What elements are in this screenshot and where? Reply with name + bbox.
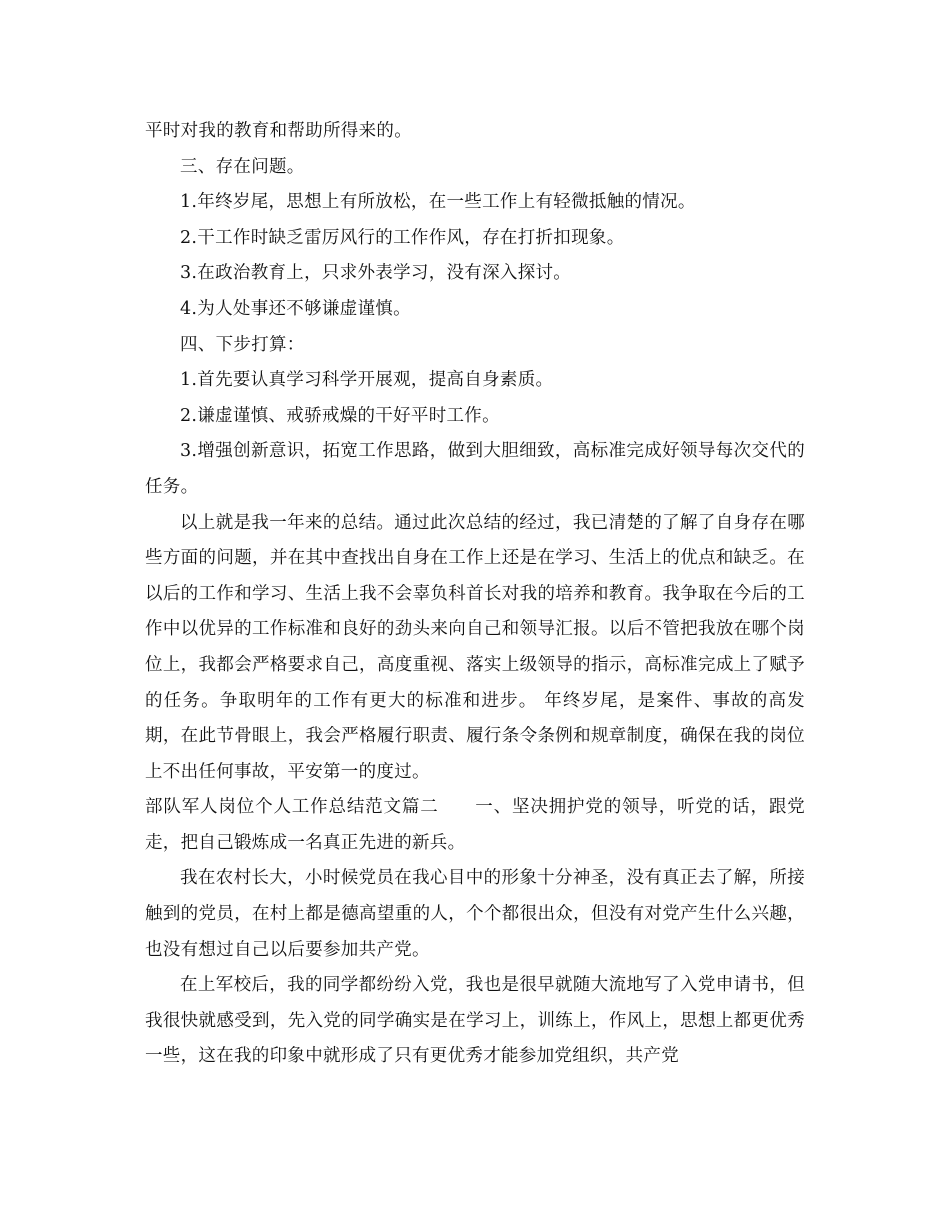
list-item: 2.干工作时缺乏雷厉风行的工作作风，存在打折扣现象。 [180, 227, 625, 248]
list-item: 1.首先要认真学习科学开展观，提高自身素质。 [180, 370, 554, 391]
paragraph: 平时对我的教育和帮助所得来的。 [145, 121, 412, 141]
section-heading: 三、存在问题。 [180, 156, 305, 177]
list-item: 4.为人处事还不够谦虚谨慎。 [180, 298, 411, 319]
list-item: 1.年终岁尾，思想上有所放松，在一些工作上有轻微抵触的情况。 [180, 192, 696, 213]
paragraph: 以上就是我一年来的总结。通过此次总结的经过，我已清楚的了解了自身存在哪些方面的问题，并在其中查找出自身在工作上还是在学习、生活上的优点和缺乏。在以后的工作和学习、生活上我不会辜负科首长对我的培养和教育。我争取在今后的工作中以优异的工作标准和良好的劲头来向自己和领导汇报。以后不管把我放在哪个岗位上，我都会严格要求自己，高度重视、落实上级领导的指示，高标准完成上了赋予的任务。争取明年的工作有更大的标准和进步。 年终岁尾，是案件、事故的高发期，在此节骨眼上，我会严格履行职责、履行条令条例和规章制度，确保在我的岗位上不出任何事故，平安第一的度过。 [145, 512, 805, 782]
list-item: 3.增强创新意识，拓宽工作思路，做到大胆细致，高标准完成好领导每次交代的任务。 [145, 441, 805, 497]
paragraph: 在上军校后，我的同学都纷纷入党，我也是很早就随大流地写了入党申请书，但我很快就感受到，先入党的同学确实是在学习上，训练上，作风上，思想上都更优秀一些，这在我的印象中就形成了只有更优秀才能参加党组织，共产党 [145, 975, 805, 1067]
paragraph: 我在农村长大，小时候党员在我心目中的形象十分神圣，没有真正去了解，所接触到的党员，在村上都是德高望重的人，个个都很出众，但没有对党产生什么兴趣，也没有想过自己以后要参加共产党。 [145, 868, 805, 960]
list-item: 2.谦虚谨慎、戒骄戒燥的干好平时工作。 [180, 405, 500, 426]
document-body [145, 114, 805, 1075]
section-heading: 四、下步打算： [180, 334, 305, 355]
list-item: 3.在政治教育上，只求外表学习，没有深入探讨。 [180, 263, 572, 284]
article-title-paragraph: 部队军人岗位个人工作总结范文篇二 一、坚决拥护党的领导，听党的话，跟党走，把自己锻炼成一名真正先进的新兵。 [145, 797, 805, 853]
